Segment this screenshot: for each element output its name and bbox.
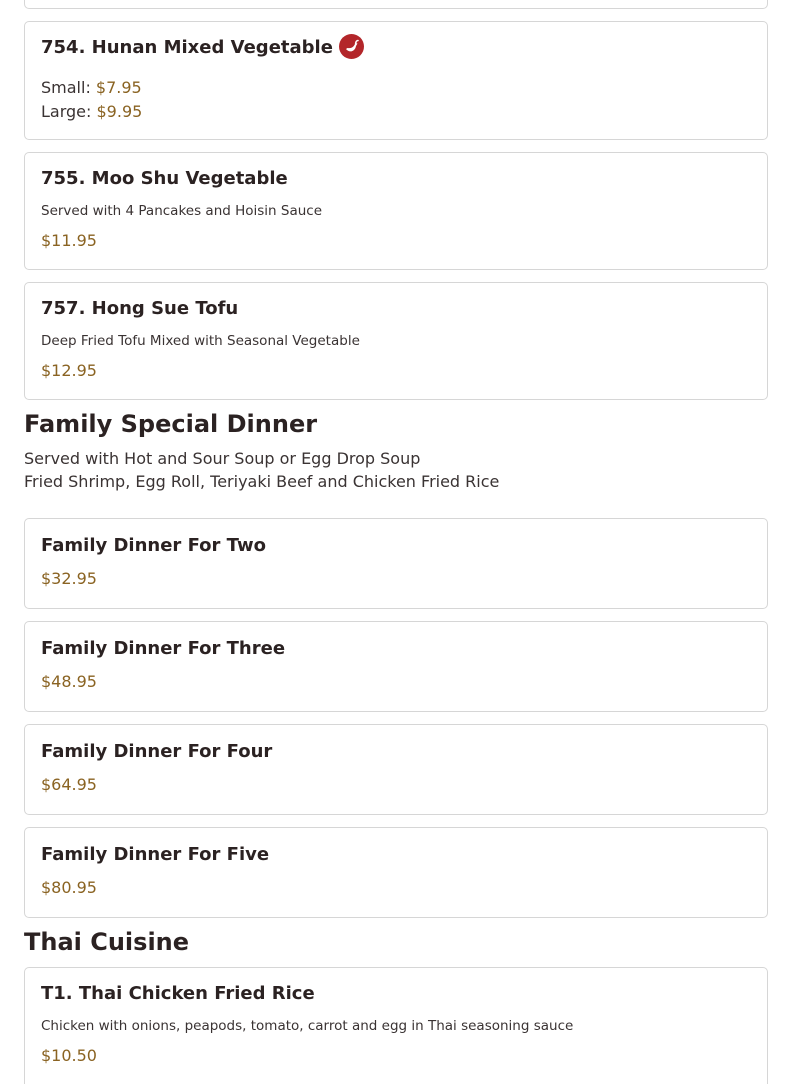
size-label: Small:	[41, 78, 91, 97]
menu-item-price: $64.95	[41, 775, 97, 794]
menu-item-card[interactable]	[24, 21, 768, 140]
size-label: Large:	[41, 102, 92, 121]
menu-item-price: $12.95	[41, 361, 97, 380]
chili-pepper-icon	[339, 34, 364, 59]
menu-item-price: $10.50	[41, 1046, 97, 1065]
menu-item-card[interactable]	[24, 152, 768, 270]
menu-item-description: Served with 4 Pancakes and Hoisin Sauce	[41, 203, 323, 219]
menu-item-title: Family Dinner For Three	[41, 638, 286, 659]
size-price: $9.95	[96, 102, 143, 121]
menu-item-card-previous[interactable]	[24, 0, 768, 9]
menu-item-title: 755. Moo Shu Vegetable	[41, 168, 288, 189]
menu-item-title: Family Dinner For Five	[41, 844, 270, 865]
section-title-thai: Thai Cuisine	[24, 928, 190, 956]
menu-item-title: T1. Thai Chicken Fried Rice	[41, 983, 315, 1004]
menu-item-title: 757. Hong Sue Tofu	[41, 298, 239, 319]
section-description-line: Served with Hot and Sour Soup or Egg Drop Soup	[24, 449, 421, 468]
menu-item-price: $80.95	[41, 878, 97, 897]
menu-item-price: $32.95	[41, 569, 97, 588]
section-description-line: Fried Shrimp, Egg Roll, Teriyaki Beef and Chicken Fried Rice	[24, 472, 500, 491]
menu-item-title-row	[41, 37, 364, 59]
size-price-large	[41, 102, 142, 121]
menu-item-card[interactable]	[24, 518, 768, 609]
menu-item-title: Family Dinner For Four	[41, 741, 273, 762]
size-price-small	[41, 78, 142, 97]
menu-item-price: $48.95	[41, 672, 97, 691]
menu-item-card[interactable]	[24, 827, 768, 918]
menu-item-title: 754. Hunan Mixed Vegetable	[41, 37, 333, 58]
menu-item-price: $11.95	[41, 231, 97, 250]
menu-item-card[interactable]	[24, 724, 768, 815]
menu-item-card[interactable]	[24, 621, 768, 712]
menu-item-card[interactable]	[24, 967, 768, 1084]
menu-item-description: Deep Fried Tofu Mixed with Seasonal Vegetable	[41, 333, 360, 349]
section-title-family: Family Special Dinner	[24, 410, 318, 438]
menu-item-title: Family Dinner For Two	[41, 535, 266, 556]
size-price: $7.95	[95, 78, 142, 97]
menu-item-card[interactable]	[24, 282, 768, 400]
menu-item-description: Chicken with onions, peapods, tomato, carrot and egg in Thai seasoning sauce	[41, 1018, 574, 1034]
